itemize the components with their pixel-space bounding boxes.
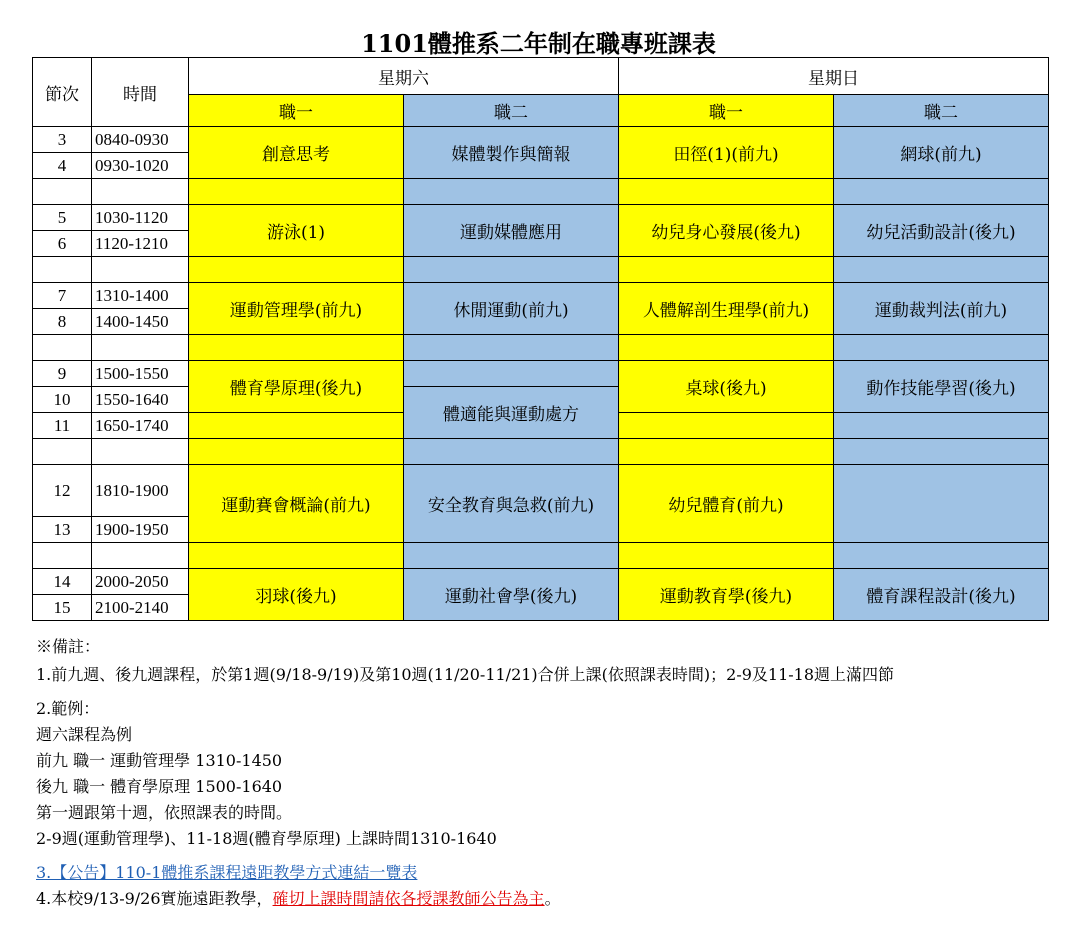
- course-cell: 運動管理學(前九): [189, 283, 404, 335]
- period-number: 9: [33, 361, 92, 387]
- course-cell: 體育課程設計(後九): [834, 569, 1049, 621]
- period-number: 11: [33, 413, 92, 439]
- course-cell: 幼兒體育(前九): [619, 465, 834, 543]
- period-time: 1500-1550: [92, 361, 189, 387]
- header-sun-class1: 職一: [619, 95, 834, 127]
- example-line: 後九 職一 體育學原理 1500-1640: [36, 777, 283, 796]
- course-cell: 運動社會學(後九): [404, 569, 619, 621]
- note-1: 1.前九週、後九週課程，於第1週(9/18-9/19)及第10週(11/20-11/21)合併上課(依照課表時間)；2-9及11-18週上滿四節: [36, 665, 895, 684]
- header-saturday: 星期六: [189, 58, 619, 95]
- period-number: 4: [33, 153, 92, 179]
- empty-cell: [834, 465, 1049, 543]
- schedule-table: [32, 57, 1049, 621]
- empty-cell: [33, 335, 92, 361]
- period-number: 12: [33, 465, 92, 517]
- empty-cell: [189, 413, 404, 439]
- course-cell: 人體解剖生理學(前九): [619, 283, 834, 335]
- empty-cell: [834, 179, 1049, 205]
- empty-cell: [619, 543, 834, 569]
- empty-cell: [189, 257, 404, 283]
- course-cell: 運動教育學(後九): [619, 569, 834, 621]
- course-cell: 體適能與運動處方: [404, 387, 619, 439]
- empty-cell: [619, 257, 834, 283]
- example-line: 前九 職一 運動管理學 1310-1450: [36, 751, 283, 770]
- header-time: 時間: [92, 58, 189, 127]
- period-number: 14: [33, 569, 92, 595]
- empty-cell: [92, 335, 189, 361]
- empty-cell: [404, 257, 619, 283]
- example-line: 2-9週(運動管理學)、11-18週(體育學原理) 上課時間1310-1640: [36, 829, 497, 848]
- period-time: 0930-1020: [92, 153, 189, 179]
- course-cell: 幼兒身心發展(後九): [619, 205, 834, 257]
- period-time: 2000-2050: [92, 569, 189, 595]
- period-time: 1030-1120: [92, 205, 189, 231]
- announcement-link[interactable]: 3.【公告】110-1體推系課程遠距教學方式連結一覽表: [36, 863, 418, 882]
- note-4-emphasis: 確切上課時間請依各授課教師公告為主: [272, 889, 545, 908]
- empty-cell: [189, 439, 404, 465]
- period-number: 5: [33, 205, 92, 231]
- empty-cell: [189, 543, 404, 569]
- course-cell: 休閒運動(前九): [404, 283, 619, 335]
- empty-cell: [92, 179, 189, 205]
- empty-cell: [834, 413, 1049, 439]
- course-cell: 運動裁判法(前九): [834, 283, 1049, 335]
- empty-cell: [92, 543, 189, 569]
- empty-cell: [33, 439, 92, 465]
- header-sat-class1: 職一: [189, 95, 404, 127]
- empty-cell: [33, 179, 92, 205]
- empty-cell: [834, 543, 1049, 569]
- period-time: 0840-0930: [92, 127, 189, 153]
- course-cell: 動作技能學習(後九): [834, 361, 1049, 413]
- empty-cell: [404, 335, 619, 361]
- course-cell: 安全教育與急救(前九): [404, 465, 619, 543]
- course-cell: 桌球(後九): [619, 361, 834, 413]
- course-cell: 羽球(後九): [189, 569, 404, 621]
- course-cell: 幼兒活動設計(後九): [834, 205, 1049, 257]
- empty-cell: [92, 257, 189, 283]
- empty-cell: [834, 439, 1049, 465]
- empty-cell: [619, 439, 834, 465]
- note-2: 2.範例：: [36, 699, 100, 718]
- course-cell: 媒體製作與簡報: [404, 127, 619, 179]
- header-period: 節次: [33, 58, 92, 127]
- period-number: 7: [33, 283, 92, 309]
- empty-cell: [33, 543, 92, 569]
- note-4-end: 。: [544, 889, 561, 908]
- course-cell: 網球(前九): [834, 127, 1049, 179]
- header-sat-class2: 職二: [404, 95, 619, 127]
- note-4-text: 4.本校9/13-9/26實施遠距教學，: [36, 889, 273, 908]
- period-time: 1400-1450: [92, 309, 189, 335]
- period-time: 1550-1640: [92, 387, 189, 413]
- notes-section: [36, 634, 1066, 912]
- course-cell: 游泳(1): [189, 205, 404, 257]
- period-number: 8: [33, 309, 92, 335]
- period-number: 3: [33, 127, 92, 153]
- empty-cell: [619, 179, 834, 205]
- empty-cell: [189, 335, 404, 361]
- period-number: 10: [33, 387, 92, 413]
- empty-cell: [404, 439, 619, 465]
- period-number: 15: [33, 595, 92, 621]
- empty-cell: [92, 439, 189, 465]
- header-sun-class2: 職二: [834, 95, 1049, 127]
- course-cell: 創意思考: [189, 127, 404, 179]
- empty-cell: [404, 179, 619, 205]
- course-cell: 運動賽會概論(前九): [189, 465, 404, 543]
- empty-cell: [189, 179, 404, 205]
- empty-cell: [404, 361, 619, 387]
- empty-cell: [404, 543, 619, 569]
- course-cell: 體育學原理(後九): [189, 361, 404, 413]
- period-time: 1120-1210: [92, 231, 189, 257]
- period-number: 6: [33, 231, 92, 257]
- period-time: 1310-1400: [92, 283, 189, 309]
- period-number: 13: [33, 517, 92, 543]
- remark-heading: ※備註：: [36, 637, 101, 656]
- course-cell: 運動媒體應用: [404, 205, 619, 257]
- empty-cell: [619, 413, 834, 439]
- period-time: 1900-1950: [92, 517, 189, 543]
- header-sunday: 星期日: [619, 58, 1049, 95]
- period-time: 2100-2140: [92, 595, 189, 621]
- period-time: 1650-1740: [92, 413, 189, 439]
- example-line: 第一週跟第十週，依照課表的時間。: [36, 803, 293, 822]
- page-title: 1101體推系二年制在職專班課表: [361, 29, 716, 58]
- empty-cell: [619, 335, 834, 361]
- empty-cell: [33, 257, 92, 283]
- period-time: 1810-1900: [92, 465, 189, 517]
- example-line: 週六課程為例: [36, 725, 133, 744]
- empty-cell: [834, 335, 1049, 361]
- empty-cell: [834, 257, 1049, 283]
- course-cell: 田徑(1)(前九): [619, 127, 834, 179]
- note-4: [36, 886, 1066, 912]
